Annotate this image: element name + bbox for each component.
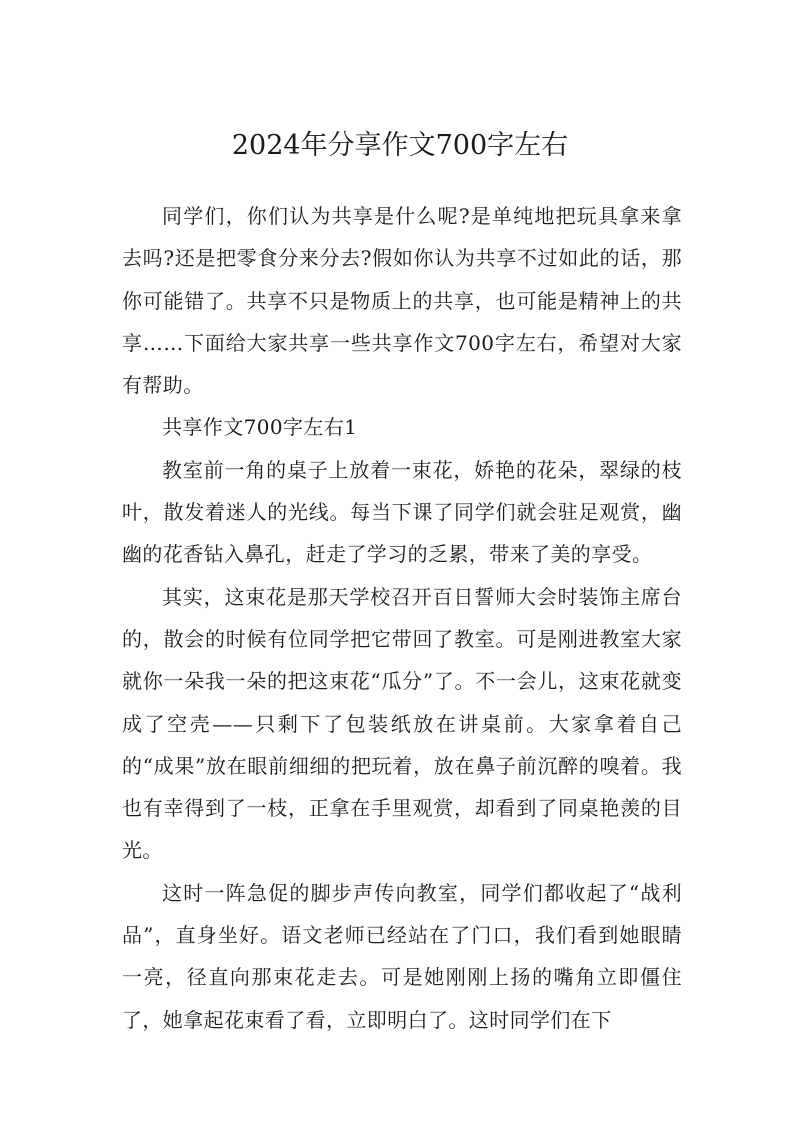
document-body: [122, 195, 682, 1041]
paragraph-intro: 同学们，你们认为共享是什么呢?是单纯地把玩具拿来拿去吗?还是把零食分来分去?假如你认为共享不过如此的话，那你可能错了。共享不只是物质上的共享，也可能是精神上的共享……下面给大家共享一些共享作文700字左右，希望对大家有帮助。: [122, 204, 682, 398]
document-title: 2024年分享作文700字左右: [231, 130, 569, 161]
paragraph-origin: 其实，这束花是那天学校召开百日誓师大会时装饰主席台的，散会的时候有位同学把它带回了教室。可是刚进教室大家就你一朵我一朵的把这束花“瓜分”了。不一会儿，这束花就变成了空壳——只剩下了包装纸放在讲桌前。大家拿着自己的“成果”放在眼前细细的把玩着，放在鼻子前沉醉的嗅着。我也有幸得到了一枝，正拿在手里观赏，却看到了同桌艳羡的目光。: [122, 584, 682, 863]
section-heading: 共享作文700字左右1: [162, 415, 358, 440]
paragraph-teacher: 这时一阵急促的脚步声传向教室，同学们都收起了“战利品”，直身坐好。语文老师已经站在了门口，我们看到她眼睛一亮，径直向那束花走去。可是她刚刚上扬的嘴角立即僵住了，她拿起花束看了看，立即明白了。这时同学们在下: [122, 880, 682, 1032]
paragraph-flowers: 教室前一角的桌子上放着一束花，娇艳的花朵，翠绿的枝叶，散发着迷人的光线。每当下课了同学们就会驻足观赏，幽幽的花香钻入鼻孔，赶走了学习的乏累，带来了美的享受。: [122, 457, 682, 567]
